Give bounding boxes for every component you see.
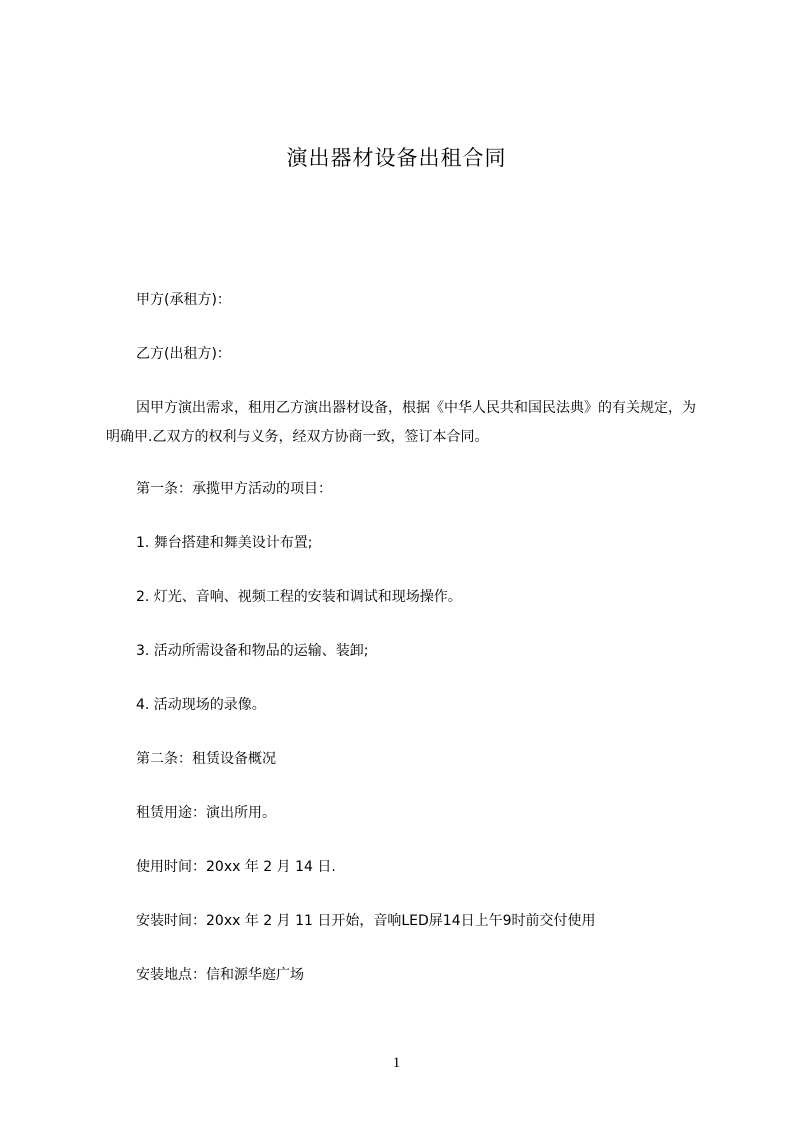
page-number: 1 <box>392 1055 401 1071</box>
list-item: 3. 活动所需设备和物品的运输、装卸; <box>136 643 369 659</box>
install-time-line: 安装时间：20xx 年 2 月 11 日开始，音响LED屏14日上午9时前交付使用 <box>136 913 596 929</box>
party-a-line: 甲方(承租方)： <box>136 292 231 308</box>
document-title: 演出器材设备出租合同 <box>286 146 507 170</box>
list-item: 1. 舞台搭建和舞美设计布置; <box>136 535 313 551</box>
article-1-heading: 第一条：承揽甲方活动的项目： <box>136 481 332 497</box>
rental-purpose-line: 租赁用途：演出所用。 <box>136 805 276 821</box>
list-item: 4. 活动现场的录像。 <box>136 697 266 713</box>
article-2-heading: 第二条：租赁设备概况 <box>136 751 276 767</box>
list-item: 2. 灯光、音响、视频工程的安装和调试和现场操作。 <box>136 589 462 605</box>
preamble-paragraph: 因甲方演出需求，租用乙方演出器材设备，根据《中华人民共和国民法典》的有关规定，为明确甲.乙双方的权利与义务，经双方协商一致，签订本合同。 <box>106 400 696 445</box>
party-b-line: 乙方(出租方)： <box>136 346 231 362</box>
usage-time-line: 使用时间：20xx 年 2 月 14 日. <box>136 859 336 875</box>
install-location-line: 安装地点：信和源华庭广场 <box>136 967 304 983</box>
